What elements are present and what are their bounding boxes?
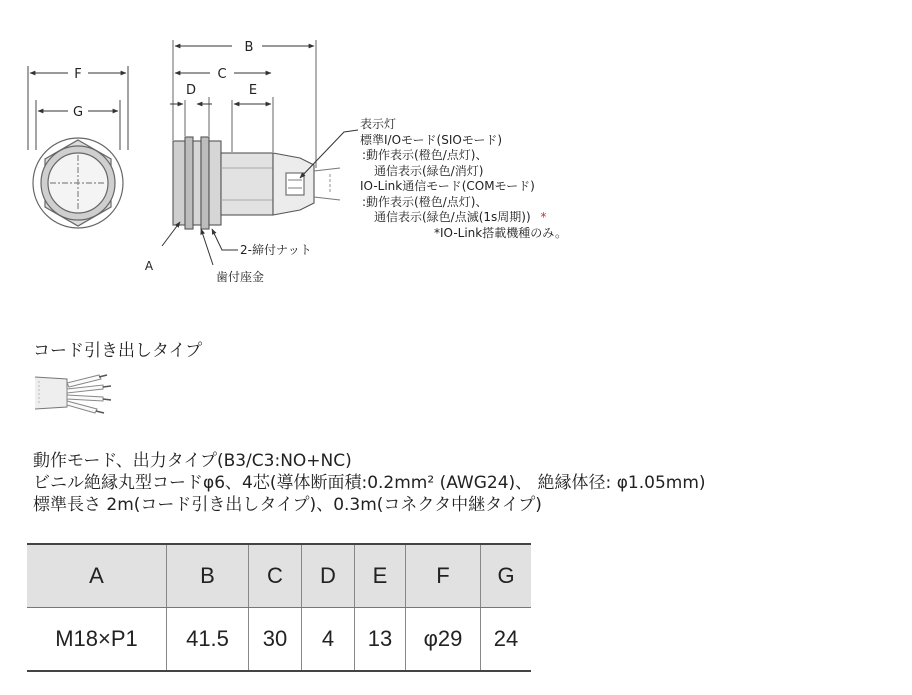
asterisk-mark: *: [540, 210, 547, 224]
spec-line-2: ビニル絶縁丸型コードφ6、4芯(導体断面積:0.2mm² (AWG24)、 絶縁体径: φ1.05mm): [33, 473, 706, 493]
dim-label-a: A: [144, 259, 154, 273]
cell-g: 24: [481, 608, 532, 672]
dim-label-f: F: [74, 67, 82, 82]
header-b: B: [167, 544, 249, 608]
cell-d: 4: [302, 608, 355, 672]
header-f: F: [406, 544, 481, 608]
spec-line-3: 標準長さ 2m(コード引き出しタイプ)、0.3m(コネクタ中継タイプ): [33, 495, 542, 515]
front-view: [28, 66, 128, 228]
table-header-row: [27, 544, 531, 608]
dimension-table: [27, 543, 531, 672]
dim-label-g: G: [72, 105, 84, 120]
callout-footnote: *IO-Link搭載機種のみ。: [434, 225, 567, 240]
header-a: A: [27, 544, 167, 608]
nut-label: 2-締付ナット: [240, 243, 312, 257]
callout-line: 通信表示(緑色/点滅(1s周期)): [374, 210, 531, 224]
cell-e: 13: [355, 608, 406, 672]
dim-label-b: B: [244, 40, 254, 55]
callout-line: 標準I/Oモード(SIOモード): [360, 132, 503, 147]
spec-text: [33, 450, 706, 516]
spec-line-1: 動作モード、出力タイプ(B3/C3:NO+NC): [33, 451, 352, 471]
dim-label-e: E: [248, 83, 258, 98]
header-e: E: [355, 544, 406, 608]
callout-line: 表示灯: [360, 117, 397, 131]
side-view: [173, 137, 340, 229]
header-g: G: [481, 544, 532, 608]
cell-f: φ29: [406, 608, 481, 672]
table-row: [27, 608, 531, 672]
callout-line: 通信表示(緑色/消灯): [374, 163, 484, 178]
cell-c: 30: [249, 608, 302, 672]
cable-type-title: コード引き出しタイプ: [33, 341, 203, 361]
dim-label-d: D: [185, 83, 197, 98]
cell-a: M18×P1: [27, 608, 167, 672]
cell-b: 41.5: [167, 608, 249, 672]
header-d: D: [302, 544, 355, 608]
cable-icon: [33, 371, 113, 419]
callout-line: :動作表示(橙色/点灯)、: [362, 148, 488, 162]
callout-line: :動作表示(橙色/点灯)、: [362, 194, 488, 209]
callout-line: IO-Link通信モード(COMモード): [360, 179, 535, 193]
dim-label-c: C: [217, 67, 227, 82]
header-c: C: [249, 544, 302, 608]
indicator-callout: [360, 117, 567, 241]
washer-label: 歯付座金: [216, 270, 265, 284]
